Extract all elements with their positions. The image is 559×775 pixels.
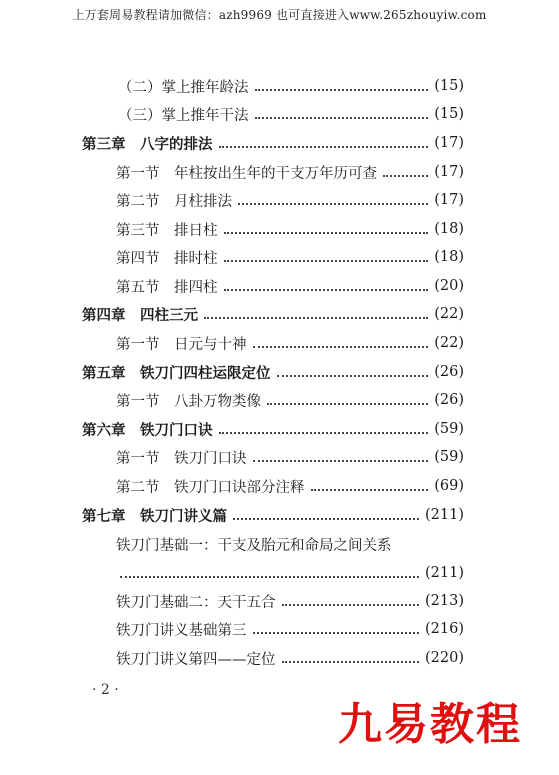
toc-entry-title: 第五章 铁刀门四柱运限定位 bbox=[82, 365, 271, 382]
toc-entry-page: (213) bbox=[425, 593, 464, 609]
toc-entry bbox=[116, 589, 464, 613]
toc-entry bbox=[118, 102, 464, 126]
toc-entry bbox=[116, 188, 464, 212]
toc-entry-page: (22) bbox=[434, 306, 464, 322]
dot-leader bbox=[282, 603, 420, 606]
dot-leader bbox=[253, 459, 429, 462]
dot-leader bbox=[282, 660, 420, 663]
toc-entry-title: 第一节 铁刀门口诀 bbox=[116, 450, 247, 467]
toc-entry-page: (59) bbox=[434, 449, 464, 465]
toc-entry-page: (211) bbox=[425, 507, 464, 523]
dot-leader bbox=[233, 517, 419, 520]
toc-chapter bbox=[82, 131, 464, 155]
dot-leader bbox=[311, 488, 429, 491]
toc-entry bbox=[116, 617, 464, 641]
toc-entry-title: 第五节 排四柱 bbox=[116, 279, 218, 296]
toc-entry-page: (18) bbox=[434, 249, 464, 265]
toc-entry bbox=[116, 245, 464, 269]
dot-leader bbox=[383, 174, 428, 177]
dot-leader bbox=[224, 288, 429, 291]
toc-entry bbox=[116, 331, 464, 355]
toc-entry-page: (18) bbox=[434, 221, 464, 237]
toc-entry-title: 第四章 四柱三元 bbox=[82, 307, 198, 324]
watermark-logo: 九易教程 bbox=[338, 699, 522, 750]
toc-entry-title: 铁刀门基础一：干支及胎元和命局之间关系 bbox=[116, 537, 392, 554]
dot-leader bbox=[238, 202, 428, 205]
toc-entry-page: (69) bbox=[434, 478, 464, 494]
toc-chapter bbox=[82, 417, 464, 441]
toc-chapter bbox=[82, 360, 464, 384]
toc-entry-continuation bbox=[120, 561, 464, 585]
toc-entry-title: 第一节 八卦万物类像 bbox=[116, 393, 261, 410]
toc-entry-title: 第三章 八字的排法 bbox=[82, 136, 213, 153]
dot-leader bbox=[253, 345, 429, 348]
dot-leader bbox=[120, 575, 419, 578]
dot-leader bbox=[267, 402, 428, 405]
toc-entry-title: 铁刀门基础二：天干五合 bbox=[116, 594, 276, 611]
toc-entry-page: (59) bbox=[434, 421, 464, 437]
toc-entry bbox=[116, 388, 464, 412]
toc-entry-title: （三）掌上推年干法 bbox=[118, 107, 249, 124]
toc-entry-title: 第二节 铁刀门口诀部分注释 bbox=[116, 479, 305, 496]
toc-entry bbox=[116, 646, 464, 670]
toc-entry-page: (15) bbox=[434, 106, 464, 122]
dot-leader bbox=[204, 316, 428, 319]
toc-entry-page: (220) bbox=[425, 650, 464, 666]
toc-entry-title: 铁刀门讲义第四——定位 bbox=[116, 651, 276, 668]
toc-entry bbox=[116, 274, 464, 298]
toc-entry-title: 第三节 排日柱 bbox=[116, 222, 218, 239]
toc-entry-title: 铁刀门讲义基础第三 bbox=[116, 622, 247, 639]
toc-entry-title: 第四节 排时柱 bbox=[116, 250, 218, 267]
toc-entry-page: (20) bbox=[434, 278, 464, 294]
toc-entry bbox=[116, 217, 464, 241]
toc-entry-page: (17) bbox=[434, 192, 464, 208]
dot-leader bbox=[219, 431, 429, 434]
toc-entry-title: 第七章 铁刀门讲义篇 bbox=[82, 508, 227, 525]
toc-entry-title: 第二节 月柱排法 bbox=[116, 193, 232, 210]
dot-leader bbox=[277, 374, 429, 377]
toc-entry bbox=[116, 532, 464, 556]
toc-entry-page: (17) bbox=[434, 135, 464, 151]
toc-entry-page: (26) bbox=[434, 392, 464, 408]
toc-entry-page: (26) bbox=[434, 364, 464, 380]
toc-entry-page: (22) bbox=[434, 335, 464, 351]
toc-entry-title: 第一节 年柱按出生年的干支万年历可查 bbox=[116, 165, 377, 182]
dot-leader bbox=[219, 145, 429, 148]
toc-chapter bbox=[82, 503, 464, 527]
dot-leader bbox=[255, 116, 429, 119]
dot-leader bbox=[253, 631, 420, 634]
dot-leader bbox=[224, 259, 429, 262]
toc-entry-page: (216) bbox=[425, 621, 464, 637]
toc-entry bbox=[116, 474, 464, 498]
page-number: · 2 · bbox=[92, 682, 119, 698]
toc-entry bbox=[116, 445, 464, 469]
toc-entry bbox=[116, 160, 464, 184]
dot-leader bbox=[255, 88, 429, 91]
dot-leader bbox=[224, 231, 429, 234]
header-banner: 上万套周易教程请加微信：azh9969 也可直接进入www.265zhouyiw.com bbox=[72, 8, 487, 22]
toc-entry-page: (15) bbox=[434, 78, 464, 94]
toc-entry-title: 第一节 日元与十神 bbox=[116, 336, 247, 353]
toc-entry-title: （二）掌上推年龄法 bbox=[118, 79, 249, 96]
toc-entry-page: (211) bbox=[425, 565, 464, 581]
toc-chapter bbox=[82, 302, 464, 326]
toc-entry-title: 第六章 铁刀门口诀 bbox=[82, 422, 213, 439]
toc-entry-page: (17) bbox=[434, 164, 464, 180]
toc-entry bbox=[118, 74, 464, 98]
